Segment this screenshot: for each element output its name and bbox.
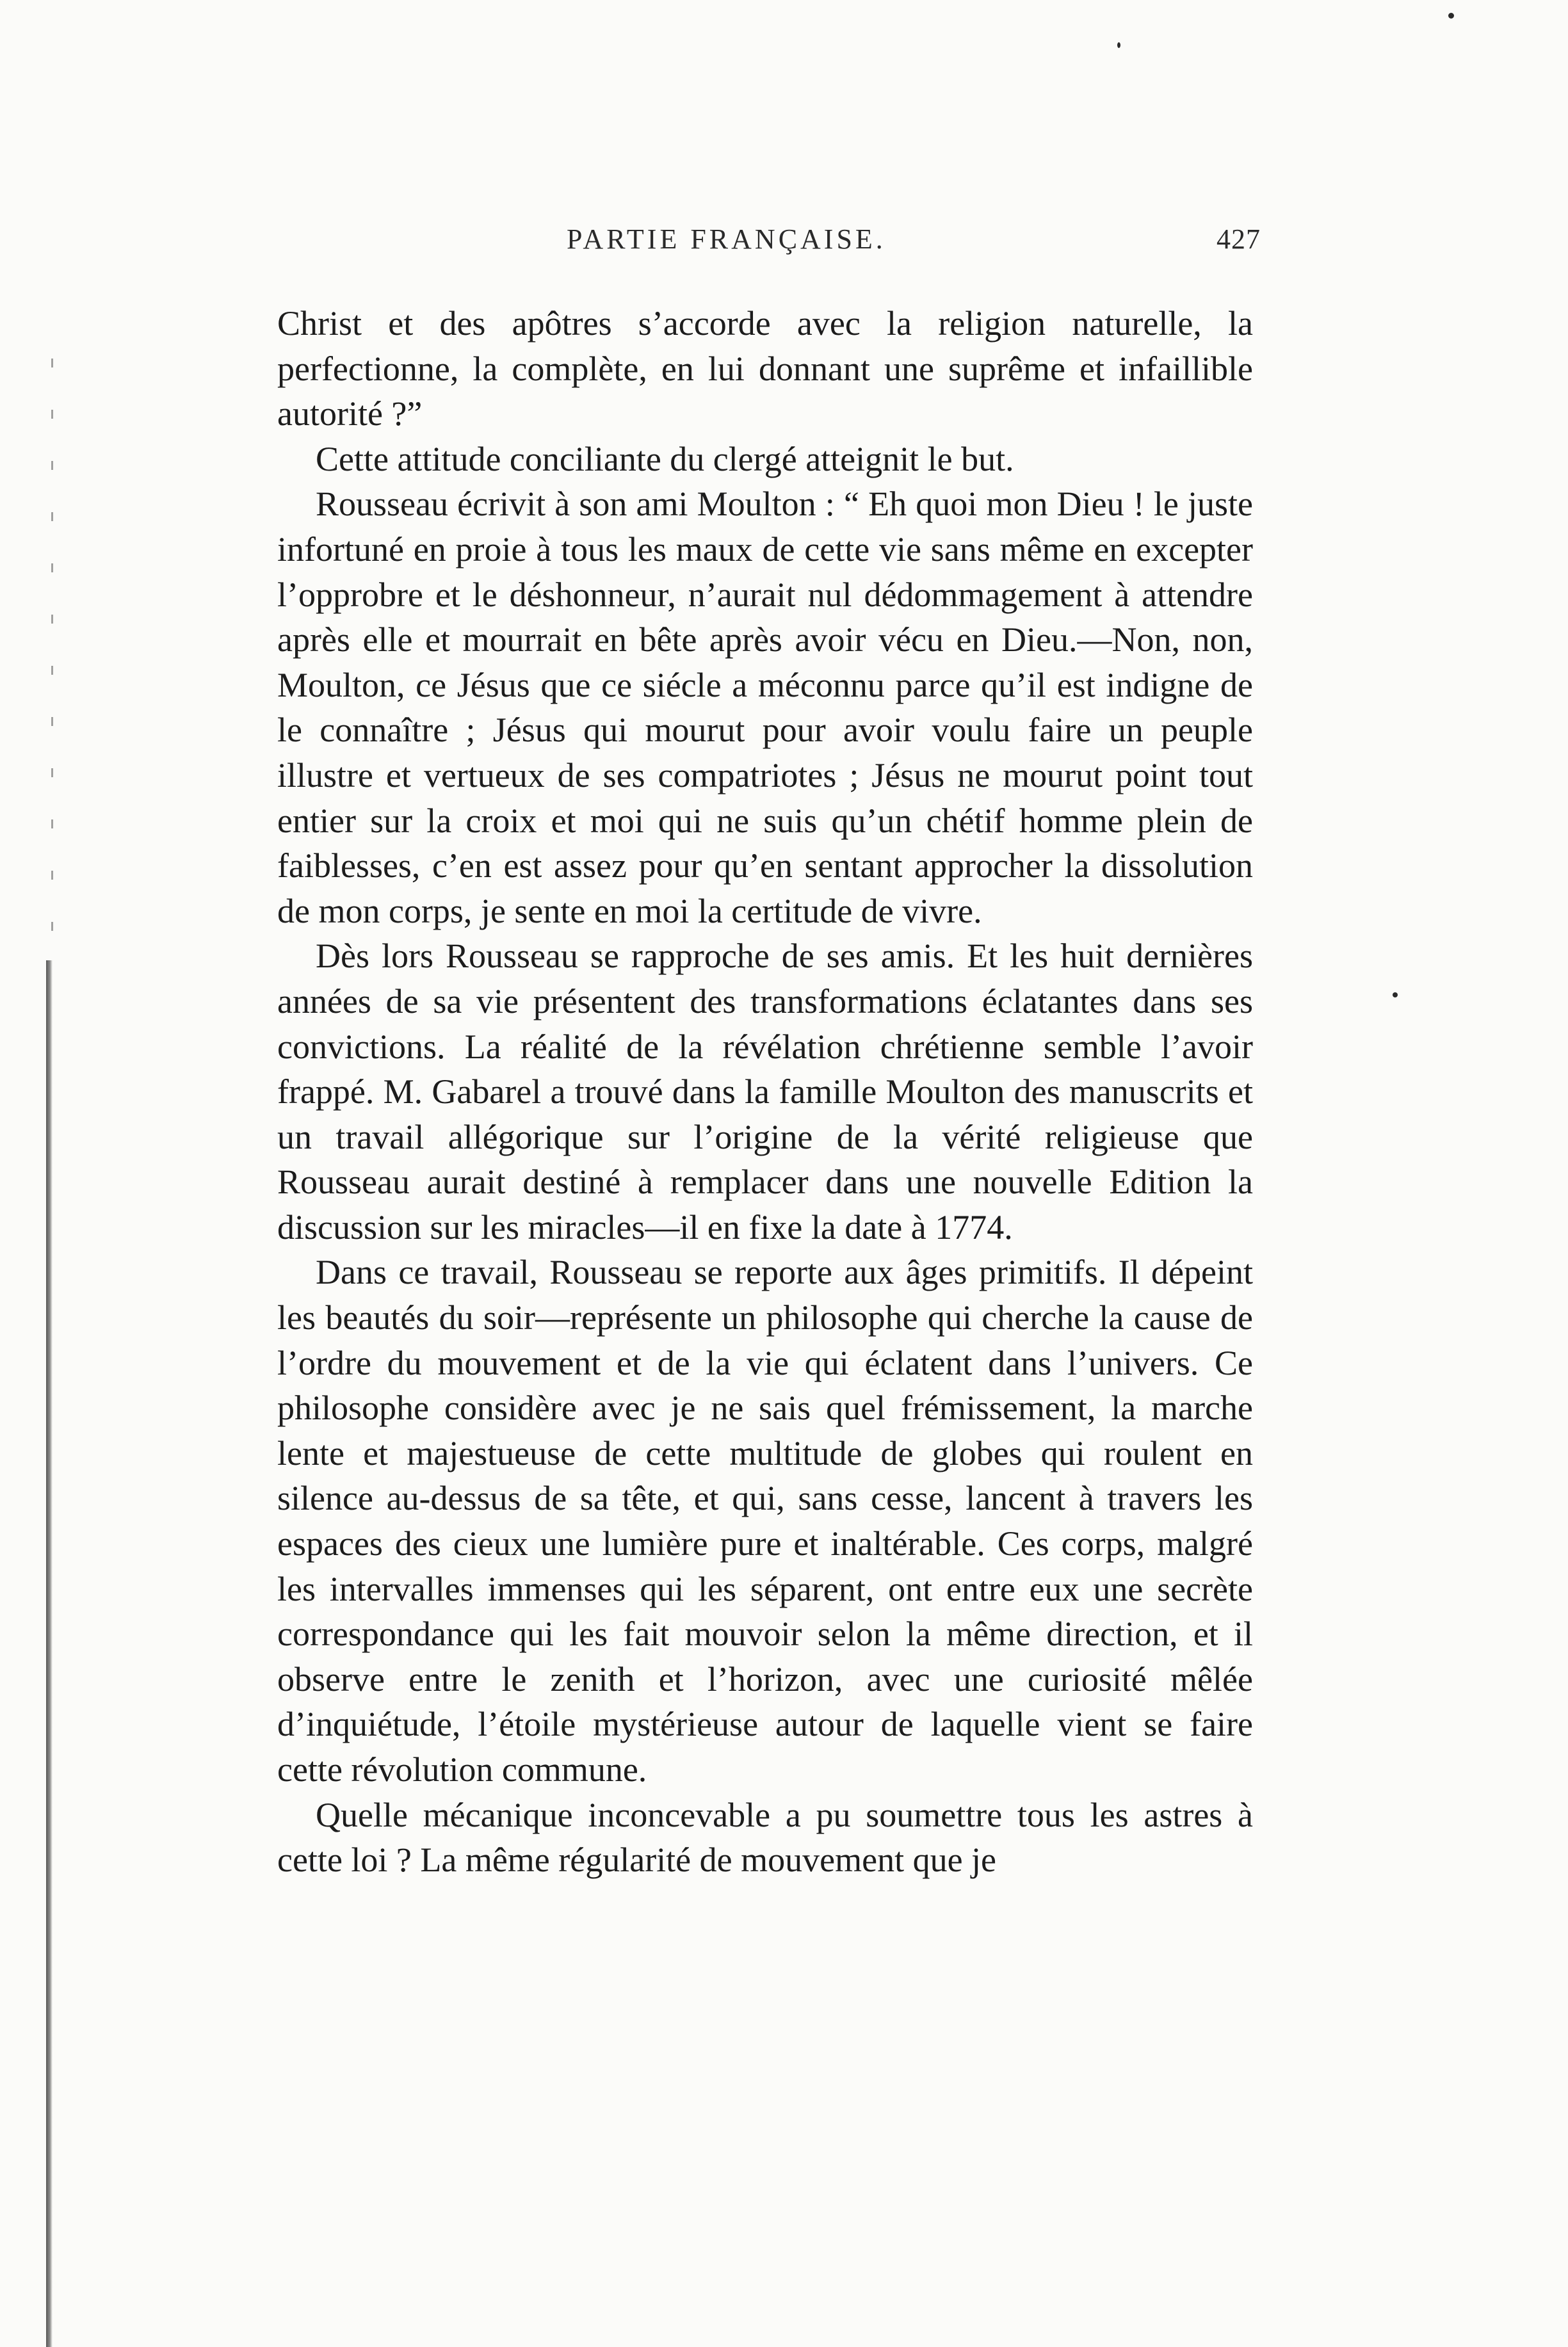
paragraph: Christ et des apôtres s’accorde avec la religion naturelle, la perfectionne, la complète, en lui donnant une suprême et infaillible autorité ?” xyxy=(277,304,1253,433)
paragraph: Cette attitude conciliante du clergé atteignit le but. xyxy=(316,439,1014,478)
page-margin-marks xyxy=(51,359,53,960)
running-head xyxy=(275,223,1261,261)
paragraph: Dès lors Rousseau se rapproche de ses amis. Et les huit dernières années de sa vie présentent des transformations éclatantes dans ses convictions. La réalité de la révélation chrétienne semble l’avoir frappé. M. Gabarel a trouvé dans la famille Moulton des manuscrits et un travail allégorique sur l’origine de la vérité religieuse que Rousseau aurait destiné à remplacer dans une nouvelle Edition la discussion sur les miracles—il en fixe la date à 1774. xyxy=(277,937,1253,1246)
body-text xyxy=(277,301,1253,1883)
running-head-title: PARTIE FRANÇAISE. xyxy=(567,223,886,255)
page-binding-shadow xyxy=(46,960,53,2347)
paragraph: Rousseau écrivit à son ami Moulton : “ Eh quoi mon Dieu ! le juste infortuné en proie à tous les maux de cette vie sans même en excepter l’opprobre et le déshonneur, n’aurait nul dédommagement à attendre après elle et mourrait en bête après avoir vécu en Dieu.—Non, non, Moulton, ce Jésus que ce siécle a méconnu parce qu’il est indigne de le connaître ; Jésus qui mourut pour avoir voulu faire un peuple illustre et vertueux de ses compatriotes ; Jésus ne mourut point tout entier sur la croix et moi qui ne suis qu’un chétif homme plein de faiblesses, c’en est assez pour qu’en sentant approcher la dissolution de mon corps, je sente en moi la certitude de vivre. xyxy=(277,485,1253,930)
scan-speck xyxy=(1448,13,1454,19)
page-number: 427 xyxy=(1216,223,1261,255)
scan-speck xyxy=(1117,42,1120,48)
paragraph: Quelle mécanique inconcevable a pu soumettre tous les astres à cette loi ? La même régularité de mouvement que je xyxy=(277,1795,1253,1880)
scan-speck xyxy=(1393,992,1398,997)
paragraph: Dans ce travail, Rousseau se reporte aux âges primitifs. Il dépeint les beautés du soir—représente un philosophe qui cherche la cause de l’ordre du mouvement et de la vie qui éclatent dans l’univers. Ce philosophe considère avec je ne sais quel frémissement, la marche lente et majestueuse de cette multitude de globes qui roulent en silence au-dessus de sa tête, et qui, sans cesse, lancent à travers les espaces des cieux une lumière pure et inaltérable. Ces corps, malgré les intervalles immenses qui les séparent, ont entre eux une secrète correspondance qui les fait mouvoir selon la même direction, et il observe entre le zenith et l’horizon, avec une curiosité mêlée d’inquiétude, l’étoile mystérieuse autour de laquelle vient se faire cette révolution commune. xyxy=(277,1253,1253,1789)
